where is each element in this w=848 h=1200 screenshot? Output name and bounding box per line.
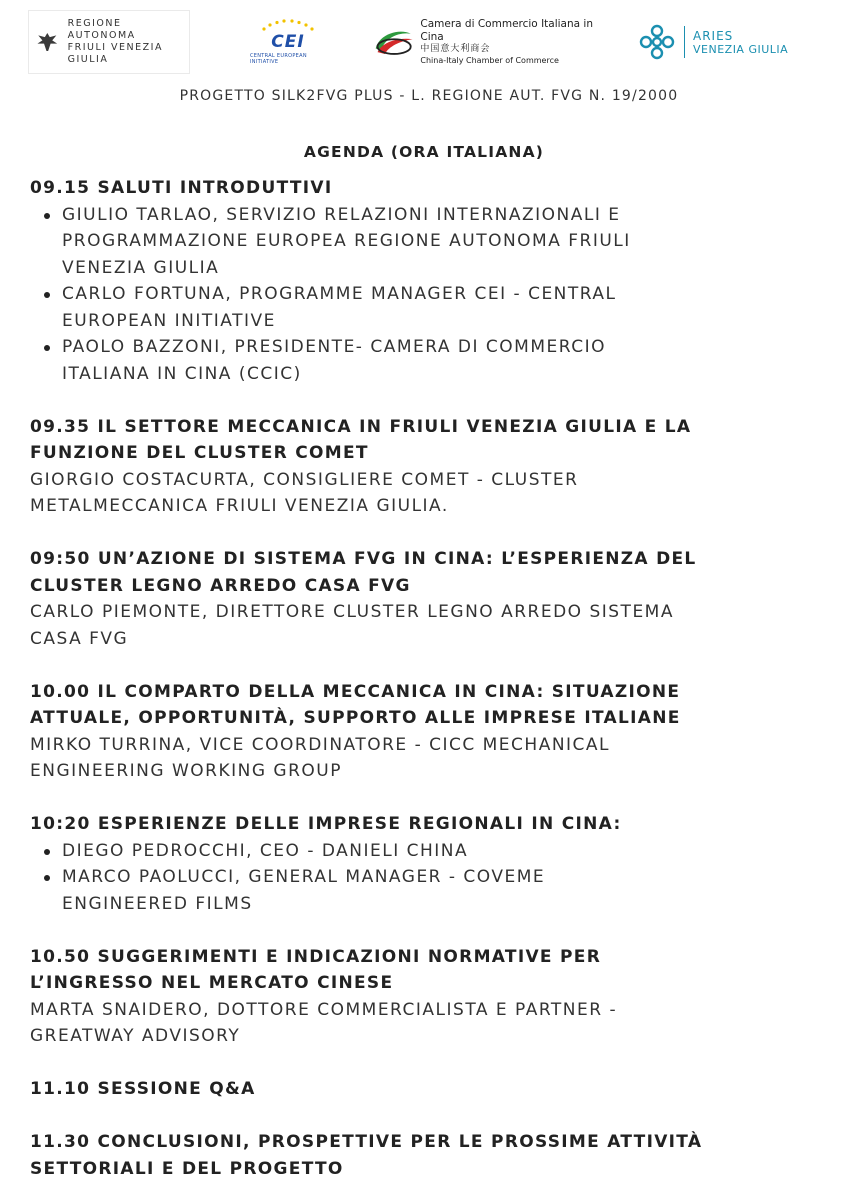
ccic-swoosh-icon xyxy=(372,25,414,59)
agenda-session xyxy=(30,175,830,387)
agenda-session xyxy=(30,944,830,1050)
agenda-session xyxy=(30,811,830,917)
agenda-session xyxy=(30,1076,830,1103)
agenda-session xyxy=(30,414,830,520)
session-heading: 10:20 ESPERIENZE DELLE IMPRESE REGIONALI IN CINA: xyxy=(30,814,622,834)
session-gap xyxy=(30,387,830,414)
speaker-text: CARLO PIEMONTE, DIRETTORE CLUSTER LEGNO ARREDO SISTEMA xyxy=(30,602,674,622)
logo-regione-fvg xyxy=(28,10,190,74)
session-heading: 10.50 SUGGERIMENTI E INDICAZIONI NORMATIVE PER xyxy=(30,946,602,967)
session-gap xyxy=(30,785,830,812)
agenda-list xyxy=(30,175,830,1182)
session-gap xyxy=(30,1050,830,1077)
project-line: PROGETTO SILK2FVG PLUS - L. REGIONE AUT. FVG N. 19/2000 xyxy=(179,88,679,104)
fvg-line-2: FRIULI VENEZIA GIULIA xyxy=(67,42,163,65)
speaker-text: CARLO FORTUNA, PROGRAMME MANAGER CEI - CENTRAL xyxy=(62,284,617,304)
agenda-session xyxy=(30,1129,830,1182)
speaker-list-item xyxy=(30,202,830,282)
speaker-text: CASA FVG xyxy=(30,628,129,649)
session-gap xyxy=(30,652,830,679)
session-gap xyxy=(30,520,830,547)
session-heading: ATTUALE, OPPORTUNITÀ, SUPPORTO ALLE IMPRESE ITALIANE xyxy=(30,708,681,728)
speaker-list-item xyxy=(30,281,830,334)
aries-line-2: VENEZIA GIULIA xyxy=(693,42,789,56)
session-heading: 09.35 IL SETTORE MECCANICA IN FRIULI VENEZIA GIULIA E LA xyxy=(30,416,692,437)
aries-knot-icon xyxy=(638,23,676,61)
speaker-list-item xyxy=(30,334,830,387)
session-heading: SETTORIALI E DEL PROGETTO xyxy=(30,1158,344,1179)
speaker-list-item xyxy=(30,838,830,865)
speaker-text: EUROPEAN INITIATIVE xyxy=(62,310,276,331)
speaker-text: ENGINEERING WORKING GROUP xyxy=(30,761,342,781)
agenda-session xyxy=(30,679,830,785)
session-heading: 09.15 SALUTI INTRODUTTIVI xyxy=(30,178,333,198)
speaker-text: GIORGIO COSTACURTA, CONSIGLIERE COMET - CLUSTER xyxy=(30,469,579,490)
session-heading: 11.30 CONCLUSIONI, PROSPETTIVE PER LE PROSSIME ATTIVITÀ xyxy=(30,1132,703,1152)
speaker-text: METALMECCANICA FRIULI VENEZIA GIULIA. xyxy=(30,496,449,516)
logo-ccic xyxy=(372,10,604,74)
ccic-line-2: 中国意大利商会 xyxy=(420,44,491,54)
speaker-text: MARCO PAOLUCCI, GENERAL MANAGER - COVEME xyxy=(62,867,546,887)
speaker-list-item xyxy=(30,864,830,917)
speaker-text: ENGINEERED FILMS xyxy=(62,893,253,914)
speaker-text: MARTA SNAIDERO, DOTTORE COMMERCIALISTA E PARTNER - xyxy=(30,999,618,1020)
cei-word: CEI xyxy=(271,32,305,52)
logo-bar xyxy=(0,10,848,76)
session-heading: CLUSTER LEGNO ARREDO CASA FVG xyxy=(30,575,411,596)
session-heading: 10.00 IL COMPARTO DELLA MECCANICA IN CINA: SITUAZIONE xyxy=(30,681,681,702)
fvg-line-1: REGIONE AUTONOMA xyxy=(67,18,136,41)
session-heading: FUNZIONE DEL CLUSTER COMET xyxy=(30,443,369,463)
ccic-line-1: Camera di Commercio Italiana in Cina xyxy=(420,18,593,43)
logo-cei xyxy=(250,10,326,74)
aries-line-1: ARIES xyxy=(693,28,734,43)
agenda-session xyxy=(30,546,830,652)
speaker-text: PROGRAMMAZIONE EUROPEA REGIONE AUTONOMA FRIULI xyxy=(62,231,631,251)
session-heading: 09:50 UN’AZIONE DI SISTEMA FVG IN CINA: L’ESPERIENZA DEL xyxy=(30,549,697,569)
ccic-line-3: China-Italy Chamber of Commerce xyxy=(420,56,559,65)
logo-aries xyxy=(638,10,808,74)
speaker-text: MIRKO TURRINA, VICE COORDINATORE - CICC MECHANICAL xyxy=(30,734,611,755)
session-gap xyxy=(30,1103,830,1130)
speaker-text: GREATWAY ADVISORY xyxy=(30,1026,241,1046)
agenda-title: AGENDA (ORA ITALIANA) xyxy=(303,143,545,161)
eagle-icon xyxy=(35,27,60,57)
speaker-text: DIEGO PEDROCCHI, CEO - DANIELI CHINA xyxy=(62,840,469,861)
session-gap xyxy=(30,917,830,944)
session-heading: 11.10 SESSIONE Q&A xyxy=(30,1079,256,1099)
speaker-text: PAOLO BAZZONI, PRESIDENTE- CAMERA DI COMMERCIO xyxy=(62,337,606,357)
speaker-text: ITALIANA IN CINA (CCIC) xyxy=(62,363,302,384)
speaker-text: GIULIO TARLAO, SERVIZIO RELAZIONI INTERNAZIONALI E xyxy=(62,204,621,225)
session-heading: L’INGRESSO NEL MERCATO CINESE xyxy=(30,973,394,993)
stars-circle-icon xyxy=(258,19,318,33)
aries-separator xyxy=(684,26,685,58)
cei-subtitle: CENTRAL EUROPEAN INITIATIVE xyxy=(250,53,307,65)
speaker-text: VENEZIA GIULIA xyxy=(62,257,220,278)
